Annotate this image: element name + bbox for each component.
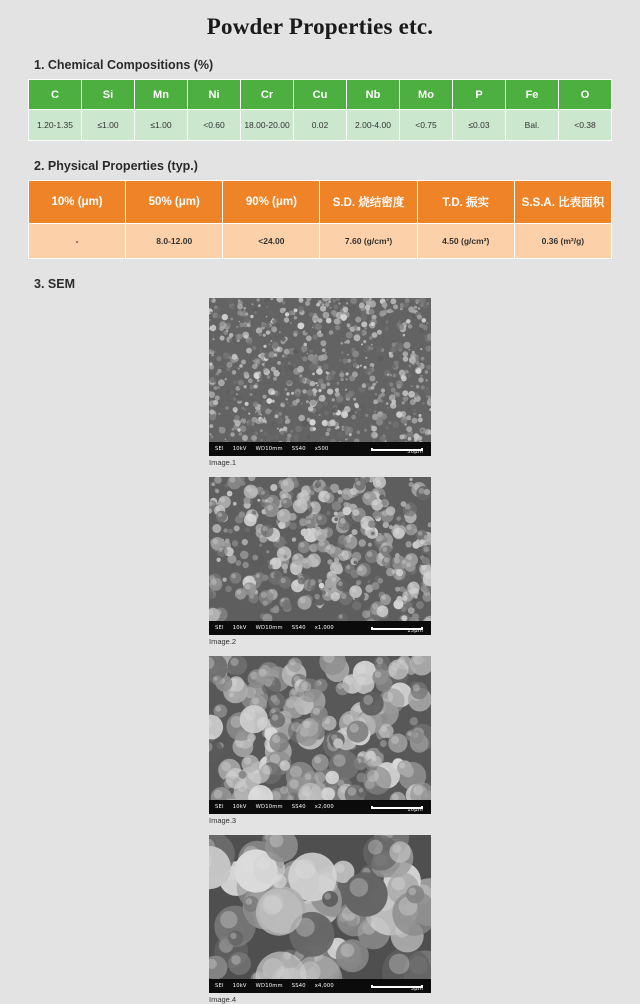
sem-voltage-label: 10kV: [232, 804, 247, 810]
table-row: [29, 224, 612, 259]
sem-image-cell: [209, 835, 431, 1004]
chemical-table-wrapper: [28, 79, 612, 141]
sem-particle-field: [209, 656, 431, 814]
sem-detector-label: SEI: [215, 804, 224, 810]
table-header-row: [29, 181, 612, 224]
sem-wd-label: WD10mm: [255, 804, 283, 810]
table-cell: <0.38: [559, 110, 612, 141]
column-header: Fe: [506, 80, 559, 110]
sem-scale-label: 50μm: [407, 449, 423, 455]
sem-field-svg-1: [209, 298, 431, 456]
sem-particle-field: [209, 477, 431, 635]
sem-image-cell: [209, 477, 431, 646]
page-title: Powder Properties etc.: [206, 14, 434, 39]
sem-magnification-label: x4,000: [314, 983, 334, 989]
sem-caption: Image.2: [209, 637, 237, 646]
sem-ss-label: SS40: [291, 983, 306, 989]
sem-image-grid: [0, 298, 640, 1004]
physical-table-wrapper: [28, 180, 612, 259]
sem-detector-label: SEI: [215, 446, 224, 452]
section-heading-physical: 2. Physical Properties (typ.): [34, 159, 198, 173]
table-cell: Bal.: [506, 110, 559, 141]
column-header: Nb: [347, 80, 400, 110]
column-header: Mn: [135, 80, 188, 110]
column-header: O: [559, 80, 612, 110]
column-header: S.S.A. 比表面积: [514, 181, 611, 224]
sem-wd-label: WD10mm: [255, 625, 283, 631]
column-header: 50% (μm): [126, 181, 223, 224]
sem-wd-label: WD10mm: [255, 446, 283, 452]
table-cell: 2.00-4.00: [347, 110, 400, 141]
sem-info-bar: [209, 800, 431, 814]
sem-wd-label: WD10mm: [255, 983, 283, 989]
section-heading-chemical: 1. Chemical Compositions (%): [34, 58, 214, 72]
table-cell: 1.20-1.35: [29, 110, 82, 141]
column-header: Cr: [241, 80, 294, 110]
column-header: C: [29, 80, 82, 110]
sem-voltage-label: 10kV: [232, 625, 247, 631]
sem-caption: Image.3: [209, 816, 237, 825]
sem-ss-label: SS40: [291, 625, 306, 631]
sem-micrograph-3: [209, 656, 431, 814]
table-header-row: [29, 80, 612, 110]
table-cell: 18.00-20.00: [241, 110, 294, 141]
sem-caption: Image.1: [209, 458, 237, 467]
table-cell: 8.0-12.00: [126, 224, 223, 259]
sem-voltage-label: 10kV: [232, 983, 247, 989]
sem-info-bar: [209, 442, 431, 456]
sem-field-svg-3: [209, 656, 431, 814]
sem-detector-label: SEI: [215, 983, 224, 989]
table-row: [29, 110, 612, 141]
table-cell: 0.02: [294, 110, 347, 141]
table-cell: ≤1.00: [82, 110, 135, 141]
table-cell: 4.50 (g/cm³): [417, 224, 514, 259]
table-cell: -: [29, 224, 126, 259]
table-cell: ≤0.03: [453, 110, 506, 141]
column-header: S.D. 烧结密度: [320, 181, 417, 224]
sem-image-cell: [209, 298, 431, 467]
sem-scale-bar-icon: [371, 806, 423, 809]
sem-scale-bar-icon: [371, 627, 423, 630]
sem-scale-label: 10μm: [407, 807, 423, 813]
sem-magnification-label: x500: [314, 446, 329, 452]
sem-particle-field: [209, 835, 431, 993]
table-cell: <24.00: [223, 224, 320, 259]
sem-info-bar: [209, 621, 431, 635]
column-header: Cu: [294, 80, 347, 110]
sem-detector-label: SEI: [215, 625, 224, 631]
column-header: Mo: [400, 80, 453, 110]
physical-properties-table: [28, 180, 612, 259]
sem-magnification-label: x2,000: [314, 804, 334, 810]
sem-scale-label: 5μm: [410, 986, 423, 992]
table-cell: ≤1.00: [135, 110, 188, 141]
column-header: Si: [82, 80, 135, 110]
column-header: P: [453, 80, 506, 110]
column-header: 10% (μm): [29, 181, 126, 224]
sem-voltage-label: 10kV: [232, 446, 247, 452]
table-cell: 7.60 (g/cm³): [320, 224, 417, 259]
sem-scale-bar-icon: [371, 985, 423, 988]
column-header: T.D. 振实: [417, 181, 514, 224]
sem-field-svg-4: [209, 835, 431, 993]
sem-ss-label: SS40: [291, 446, 306, 452]
chemical-composition-table: [28, 79, 612, 141]
sem-field-svg-2: [209, 477, 431, 635]
sem-scale-label: 15μm: [407, 628, 423, 634]
sem-particle-field: [209, 298, 431, 456]
section-heading-sem: 3. SEM: [34, 277, 75, 291]
sem-info-bar: [209, 979, 431, 993]
sem-micrograph-4: [209, 835, 431, 993]
sem-image-cell: [209, 656, 431, 825]
table-cell: <0.60: [188, 110, 241, 141]
sem-ss-label: SS40: [291, 804, 306, 810]
sem-caption: Image.4: [209, 995, 237, 1004]
sem-scale-bar-icon: [371, 448, 423, 451]
sem-micrograph-1: [209, 298, 431, 456]
sem-micrograph-2: [209, 477, 431, 635]
column-header: Ni: [188, 80, 241, 110]
column-header: 90% (μm): [223, 181, 320, 224]
table-cell: <0.75: [400, 110, 453, 141]
table-cell: 0.36 (m²/g): [514, 224, 611, 259]
sem-magnification-label: x1,000: [314, 625, 334, 631]
